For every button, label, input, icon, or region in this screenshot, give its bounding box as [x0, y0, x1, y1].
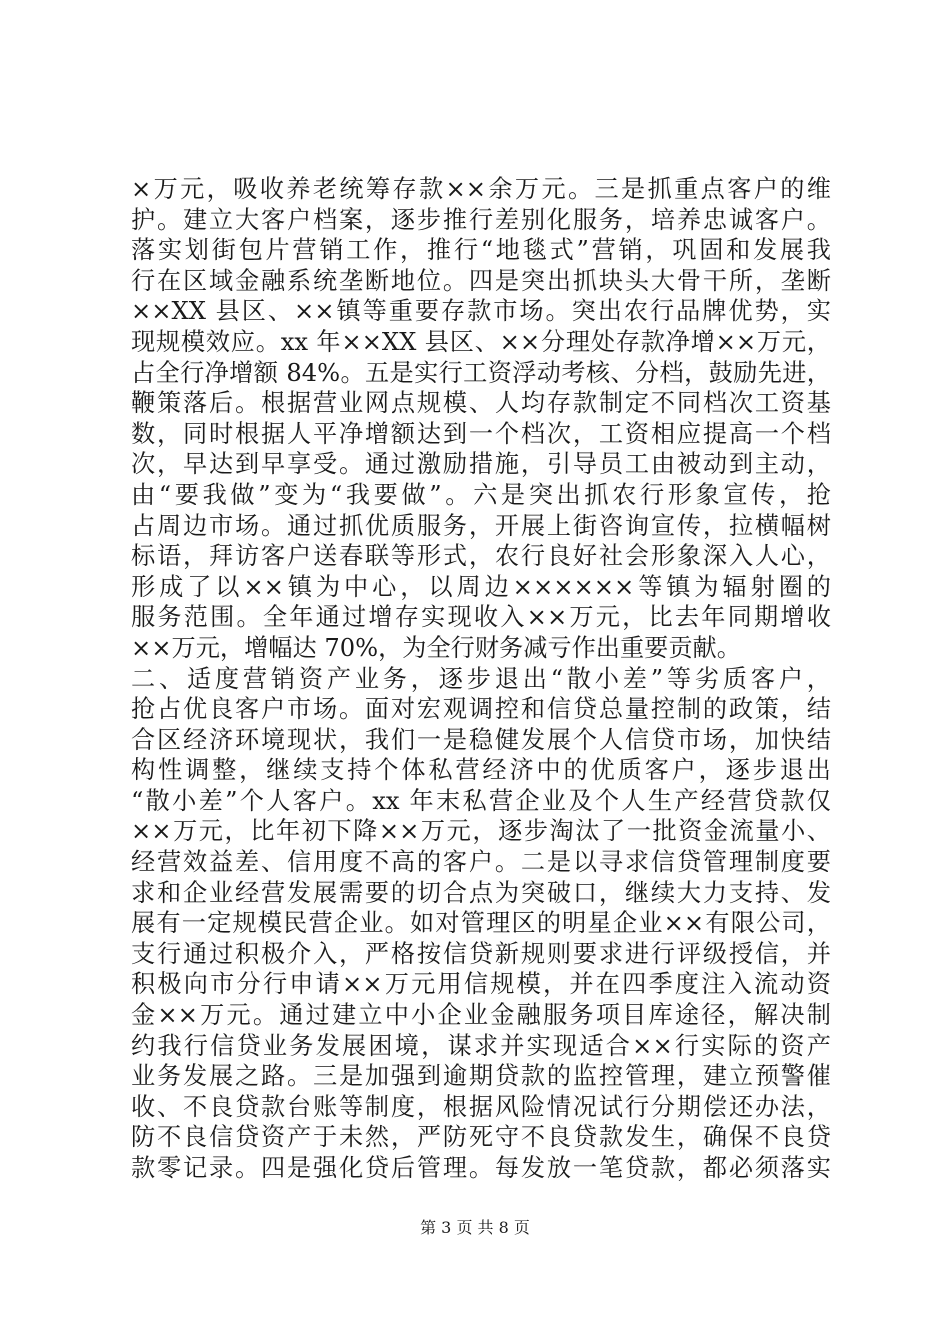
text-line: 求和企业经营发展需要的切合点为突破口，继续大力支持、发	[131, 878, 831, 907]
text-line: 现规模效应。xx 年××XX 县区、××分理处存款净增××万元，	[131, 327, 831, 356]
text-line: 款零记录。四是强化贷后管理。每发放一笔贷款，都必须落实	[131, 1154, 831, 1182]
text-line: ×万元，吸收养老统筹存款××余万元。三是抓重点客户的维	[131, 175, 831, 203]
document-body	[131, 174, 831, 1184]
text-line: ××万元，比年初下降××万元，逐步淘汰了一批资金流量小、	[131, 817, 831, 846]
text-line: “散小差”个人客户。xx 年末私营企业及个人生产经营贷款仅	[131, 786, 831, 815]
text-line: 约我行信贷业务发展困境，谋求并实现适合××行实际的资产	[131, 1031, 831, 1060]
text-line: 落实划街包片营销工作，推行“地毯式”营销，巩固和发展我	[131, 236, 831, 265]
page-footer: 第 3 页 共 8 页	[420, 1218, 530, 1237]
text-line: 由“要我做”变为“我要做”。六是突出抓农行形象宣传，抢	[131, 480, 831, 509]
text-line: 数，同时根据人平净增额达到一个档次，工资相应提高一个档	[131, 419, 831, 448]
text-line: 行在区域金融系统垄断地位。四是突出抓块头大骨干所，垄断	[131, 266, 831, 295]
text-line: 业务发展之路。三是加强到逾期贷款的监控管理，建立预警催	[131, 1062, 831, 1091]
paragraph	[131, 174, 831, 664]
text-line: 支行通过积极介入，严格按信贷新规则要求进行评级授信，并	[131, 939, 831, 968]
text-line: 占周边市场。通过抓优质服务，开展上街咨询宣传，拉横幅树	[131, 511, 831, 540]
text-line: 合区经济环境现状，我们一是稳健发展个人信贷市场，加快结	[131, 725, 831, 754]
text-line: 抢占优良客户市场。面对宏观调控和信贷总量控制的政策，结	[131, 695, 831, 724]
text-line: 标语，拜访客户送春联等形式，农行良好社会形象深入人心，	[131, 542, 831, 571]
text-line: 防不良信贷资产于未然，严防死守不良贷款发生，确保不良贷	[131, 1123, 831, 1152]
text-line: 二、适度营销资产业务，逐步退出“散小差”等劣质客户，	[131, 664, 831, 693]
text-line: 服务范围。全年通过增存实现收入××万元，比去年同期增收	[131, 603, 831, 632]
text-line: 经营效益差、信用度不高的客户。二是以寻求信贷管理制度要	[131, 848, 831, 877]
text-line: 鞭策落后。根据营业网点规模、人均存款制定不同档次工资基	[131, 389, 831, 418]
paragraph	[131, 664, 831, 1184]
text-line: 构性调整，继续支持个体私营经济中的优质客户，逐步退出	[131, 756, 831, 785]
text-line: ××万元，增幅达 70%，为全行财务减亏作出重要贡献。	[131, 633, 741, 662]
text-line: 金××万元。通过建立中小企业金融服务项目库途径，解决制	[131, 1001, 831, 1030]
text-line: ××XX 县区、××镇等重要存款市场。突出农行品牌优势，实	[131, 297, 831, 326]
text-line: 展有一定规模民营企业。如对管理区的明星企业××有限公司，	[131, 909, 831, 938]
text-line: 护。建立大客户档案，逐步推行差别化服务，培养忠诚客户。	[131, 205, 831, 234]
text-line: 次，早达到早享受。通过激励措施，引导员工由被动到主动，	[131, 450, 831, 479]
text-line: 占全行净增额 84%。五是实行工资浮动考核、分档，鼓励先进，	[131, 358, 831, 387]
text-line: 形成了以××镇为中心，以周边××××××等镇为辐射圈的	[131, 572, 831, 601]
text-line: 收、不良贷款台账等制度，根据风险情况试行分期偿还办法，	[131, 1092, 831, 1121]
text-line: 积极向市分行申请××万元用信规模，并在四季度注入流动资	[131, 970, 831, 999]
